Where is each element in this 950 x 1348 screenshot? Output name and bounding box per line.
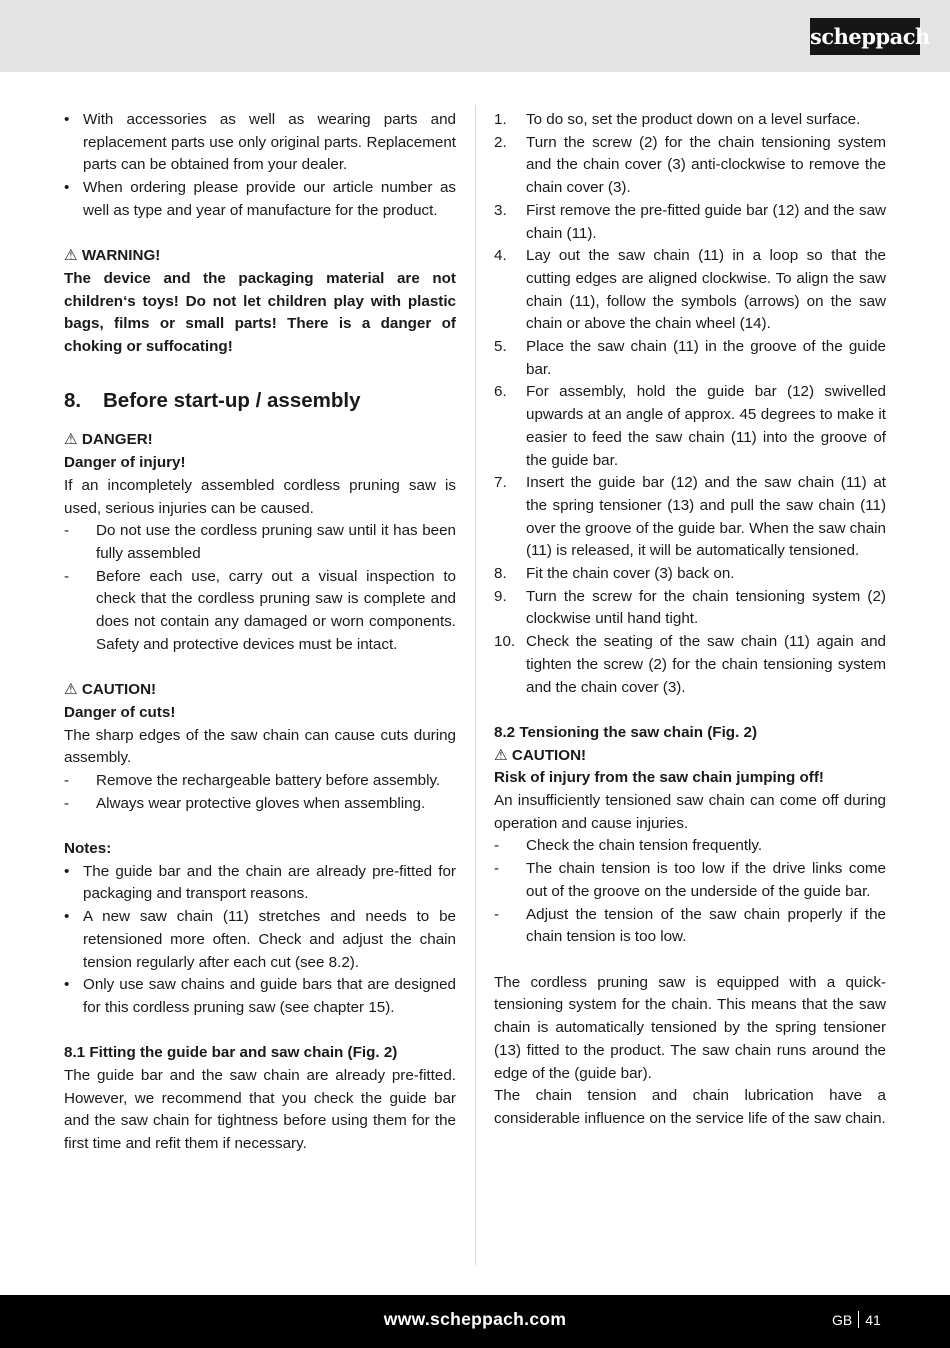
page-indicator <box>832 1311 881 1328</box>
warning-icon: ⚠ <box>64 247 78 265</box>
step-item: 10. Check the seating of the saw chain (11) again and tighten the screw (2) for the chain tensioning system and the chain cover (3). <box>494 633 886 696</box>
danger-subheading: Danger of injury! <box>64 454 186 472</box>
section-heading: 8. Before start-up / assembly <box>64 389 361 413</box>
website-link[interactable]: www.scheppach.com <box>383 1309 567 1329</box>
warning-icon: ⚠ <box>64 431 78 449</box>
page-number: 41 <box>865 1312 881 1328</box>
warning-text: The device and the packaging material are not children‘s toys! Do not let children play with plastic bags, films or small parts! There is a danger of choking or suffocating! <box>64 269 456 356</box>
list-item: • With accessories as well as wearing parts and replacement parts use only original parts. Replacement parts can be obtained from your dealer. <box>64 111 456 174</box>
step-item: 7. Insert the guide bar (12) and the saw chain (11) at the spring tensioner (13) and pull the saw chain (11) over the groove of the guide bar. When the saw chain (11) is released, it will be automatically tensioned. <box>494 474 886 560</box>
brand-logo: scheppach <box>810 18 920 55</box>
list-item: - Adjust the tension of the saw chain properly if the chain tension is too low. <box>494 905 886 946</box>
caution-text: An insufficiently tensioned saw chain can come off during operation and cause injuries. <box>494 792 886 832</box>
caution-heading: ⚠ CAUTION! <box>64 681 157 699</box>
right-column <box>494 109 886 1131</box>
step-item: 1. To do so, set the product down on a level surface. <box>494 111 861 128</box>
caution-heading: ⚠ CAUTION! <box>494 746 587 764</box>
paragraph: The chain tension and chain lubrication have a considerable influence on the service life of the saw chain. <box>494 1087 886 1127</box>
step-item: 2. Turn the screw (2) for the chain tensioning system and the chain cover (3) anti-clockwise to remove the chain cover (3). <box>494 133 886 197</box>
column-divider <box>475 105 476 1265</box>
warning-icon: ⚠ <box>494 746 508 764</box>
step-item: 4. Lay out the saw chain (11) in a loop so that the cutting edges are aligned clockwise. To align the saw chain (11), follow the symbols (arrows) on the saw chain or above the chain wheel (14). <box>494 247 886 333</box>
language-code: GB <box>832 1312 853 1328</box>
list-item: • A new saw chain (11) stretches and needs to be retensioned more often. Check and adjust the chain tension regularly after each cut (see 8.2). <box>64 908 456 971</box>
list-item: - Remove the rechargeable battery before assembly. <box>64 771 441 789</box>
subsection-heading: 8.2 Tensioning the saw chain (Fig. 2) <box>494 723 758 741</box>
caution-subheading: Risk of injury from the saw chain jumping off! <box>494 769 824 787</box>
list-item: - Before each use, carry out a visual inspection to check that the cordless pruning saw is complete and does not contain any damaged or worn components. Safety and protective devices must be intact. <box>64 567 456 653</box>
header-bar <box>0 0 950 72</box>
warning-icon: ⚠ <box>64 681 78 699</box>
subsection-heading: 8.1 Fitting the guide bar and saw chain (Fig. 2) <box>64 1044 398 1062</box>
step-item: 9. Turn the screw for the chain tensioning system (2) clockwise until hand tight. <box>494 587 886 628</box>
notes-heading: Notes: <box>64 840 112 858</box>
caution-subheading: Danger of cuts! <box>64 703 176 721</box>
list-item: - Always wear protective gloves when assembling. <box>64 794 426 812</box>
step-item: 6. For assembly, hold the guide bar (12) swivelled upwards at an angle of approx. 45 degrees to make it easier to feed the saw chain (11) into the groove of the guide bar. <box>494 383 886 469</box>
left-column <box>64 109 456 1156</box>
step-item: 3. First remove the pre-fitted guide bar (12) and the saw chain (11). <box>494 201 886 242</box>
list-item: • The guide bar and the chain are already pre-fitted for packaging and transport reasons. <box>64 862 456 903</box>
footer-bar <box>0 1295 950 1348</box>
list-item: - Check the chain tension frequently. <box>494 837 763 855</box>
step-item: 5. Place the saw chain (11) in the groove of the guide bar. <box>494 338 886 378</box>
list-item: • When ordering please provide our article number as well as type and year of manufacture for the product. <box>64 179 456 219</box>
list-item: • Only use saw chains and guide bars that are designed for this cordless pruning saw (see chapter 15). <box>64 976 456 1016</box>
list-item: - Do not use the cordless pruning saw until it has been fully assembled <box>64 522 456 562</box>
step-item: 8. Fit the chain cover (3) back on. <box>494 565 735 583</box>
danger-heading: ⚠ DANGER! <box>64 431 153 449</box>
caution-text: The sharp edges of the saw chain can cause cuts during assembly. <box>64 726 456 767</box>
paragraph: The cordless pruning saw is equipped with a quick-tensioning system for the chain. This means that the saw chain is automatically tensioned by the spring tensioner (13) fitted to the product. The saw chain runs around the edge of the (guide bar). <box>494 973 886 1082</box>
warning-heading: ⚠ WARNING! <box>64 247 161 265</box>
subsection-text: The guide bar and the saw chain are already pre-fitted. However, we recommend that you check the guide bar and the saw chain for tightness before using them for the first time and refit them if necessary. <box>64 1067 456 1153</box>
list-item: - The chain tension is too low if the drive links come out of the groove on the underside of the guide bar. <box>494 860 886 900</box>
danger-text: If an incompletely assembled cordless pruning saw is used, serious injuries can be caused. <box>64 476 456 517</box>
